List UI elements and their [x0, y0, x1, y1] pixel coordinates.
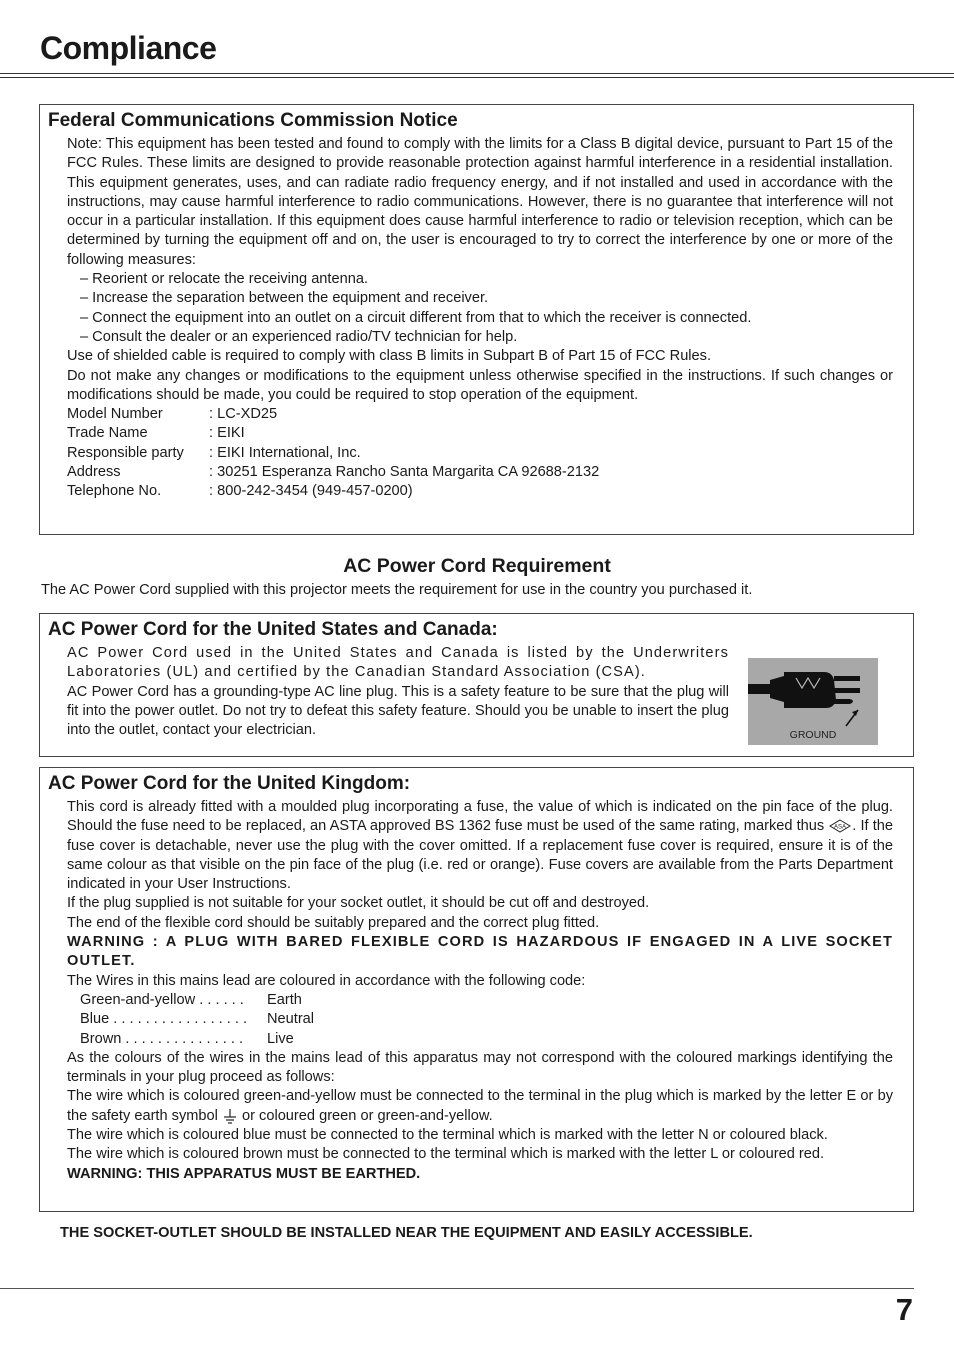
fcc-measure: – Reorient or relocate the receiving antenna. — [80, 271, 368, 288]
wire-colour: Blue . . . . . . . . . . . . . . . . . — [80, 1011, 248, 1028]
socket-outlet-notice: THE SOCKET-OUTLET SHOULD BE INSTALLED NEAR THE EQUIPMENT AND EASILY ACCESSIBLE. — [60, 1225, 753, 1241]
uk-p6 — [67, 1087, 893, 1126]
wire-colour: Brown . . . . . . . . . . . . . . . — [80, 1030, 244, 1047]
title-rule — [0, 73, 954, 74]
svg-text:ASA: ASA — [834, 824, 847, 831]
us-canada-body — [67, 644, 729, 740]
uk-p8: The wire which is coloured brown must be connected to the terminal which is marked with the letter L or coloured red. — [67, 1146, 825, 1163]
uk-box — [39, 767, 914, 1212]
fcc-measure: – Increase the separation between the equipment and receiver. — [80, 290, 489, 307]
info-label: Trade Name — [67, 425, 148, 442]
uk-p5: As the colours of the wires in the mains lead of this apparatus may not correspond with the coloured markings identifying the terminals in your plug proceed as follows: — [67, 1049, 893, 1086]
uk-warning-bared-cord: WARNING : A PLUG WITH BARED FLEXIBLE CORD IS HAZARDOUS IF ENGAGED IN A LIVE SOCKET OUTLET. — [67, 934, 893, 970]
us-canada-p1: AC Power Cord used in the United States and Canada is listed by the Underwriters Laboratories (UL) and certified by the Canadian Standard Association (CSA). — [67, 645, 729, 681]
grounding-plug-figure — [748, 658, 878, 745]
ground-label: GROUND — [789, 729, 837, 741]
uk-p6-text-b: or coloured green or green-and-yellow. — [237, 1107, 493, 1124]
earth-symbol-icon — [222, 1108, 238, 1124]
fcc-note: Note: This equipment has been tested and found to comply with the limits for a Class B digital device, pursuant to Part 15 of the FCC Rules. These limits are designed to provide reasonable protection against harmful interference in a residential installation. This equipment generates, uses, and can radiate radio frequency energy, and if not installed and used in accordance with the instructions, may cause harmful interference to radio communications. However, there is no guarantee that interference will not occur in a particular installation. If this equipment does cause harmful interference to radio or television reception, which can be determined by turning the equipment off and on, the user is encouraged to try to correct the interference by one or more of the following measures: — [67, 136, 893, 268]
uk-p7: The wire which is coloured blue must be connected to the terminal which is marked with the letter N or coloured black. — [67, 1127, 828, 1144]
wire-colour: Green-and-yellow . . . . . . — [80, 991, 244, 1008]
info-value: : 30251 Esperanza Rancho Santa Margarita CA 92688-2132 — [209, 464, 600, 481]
page-number: 7 — [895, 1292, 913, 1327]
page-title: Compliance — [40, 30, 217, 66]
fcc-measure: – Consult the dealer or an experienced radio/TV technician for help. — [80, 328, 518, 345]
info-value: : LC-XD25 — [209, 406, 278, 423]
uk-p1-text-a: This cord is already fitted with a moulded plug incorporating a fuse, the value of which is indicated on the pin face of the plug. Should the fuse need to be replaced, an ASTA approved BS 1362 fuse must be used of the same rating, marked thus — [67, 799, 893, 835]
title-rule-secondary — [0, 77, 954, 78]
wire-function: Live — [267, 1030, 294, 1047]
info-label: Telephone No. — [67, 483, 162, 500]
us-canada-box — [39, 613, 914, 757]
fcc-modifications: Do not make any changes or modifications to the equipment unless otherwise specified in the instructions. If such changes or modifications should be made, you could be required to stop operation of the equipment. — [67, 367, 893, 403]
fcc-info-row — [67, 405, 893, 424]
uk-p6-text-a: The wire which is coloured green-and-yellow must be connected to the terminal in the plug which is marked by the letter E or by the safety earth symbol — [67, 1088, 893, 1124]
info-value: : EIKI International, Inc. — [209, 444, 361, 461]
uk-p3: The end of the flexible cord should be suitably prepared and the correct plug fitted. — [67, 914, 600, 931]
uk-p2: If the plug supplied is not suitable for your socket outlet, it should be cut off and destroyed. — [67, 895, 650, 912]
info-value: : EIKI — [209, 425, 245, 442]
info-label: Responsible party — [67, 444, 184, 461]
fcc-heading: Federal Communications Commission Notice — [48, 110, 458, 131]
fcc-shielded-cable: Use of shielded cable is required to comply with class B limits in Subpart B of Part 15 of FCC Rules. — [67, 348, 712, 365]
info-label: Model Number — [67, 406, 163, 423]
fcc-body — [67, 135, 893, 502]
fcc-measure: – Connect the equipment into an outlet on a circuit different from that to which the receiver is connected. — [80, 309, 752, 326]
wire-function: Earth — [267, 991, 302, 1008]
wire-code-row — [67, 1030, 893, 1049]
fcc-info-row — [67, 424, 893, 443]
uk-p1-text-b: . If the fuse cover is detachable, never use the plug with the cover omitted. If a replacement fuse cover is required, ensure it is of the same colour as that visible on the pin face of the plug (i.e. red or orange). Fuse covers are available from the Parts Department indicated in your User Instructions. — [67, 818, 893, 893]
uk-p4: The Wires in this mains lead are coloured in accordance with the following code: — [67, 972, 586, 989]
wire-code-row — [67, 991, 893, 1010]
uk-warning-earthed: WARNING: THIS APPARATUS MUST BE EARTHED. — [67, 1165, 421, 1182]
fcc-info-row — [67, 463, 893, 482]
footer-rule — [0, 1288, 914, 1289]
uk-body — [67, 798, 893, 1184]
asta-mark-icon — [828, 818, 852, 834]
wire-function: Neutral — [267, 1011, 315, 1028]
ac-requirement-intro: The AC Power Cord supplied with this projector meets the requirement for use in the country you purchased it. — [41, 582, 753, 598]
us-canada-p2: AC Power Cord has a grounding-type AC line plug. This is a safety feature to be sure that the plug will fit into the power outlet. Do not try to defeat this safety feature. Should you be unable to insert the plug into the outlet, contact your electrician. — [67, 683, 729, 739]
wire-code-row — [67, 1010, 893, 1029]
fcc-notice-box — [39, 104, 914, 535]
uk-heading: AC Power Cord for the United Kingdom: — [48, 773, 411, 794]
fcc-info-row — [67, 482, 893, 501]
ac-requirement-heading: AC Power Cord Requirement — [343, 555, 611, 577]
fcc-info-row — [67, 444, 893, 463]
uk-p1 — [67, 798, 893, 894]
us-canada-heading: AC Power Cord for the United States and Canada: — [48, 619, 498, 640]
info-label: Address — [67, 464, 121, 481]
info-value: : 800-242-3454 (949-457-0200) — [209, 483, 413, 500]
